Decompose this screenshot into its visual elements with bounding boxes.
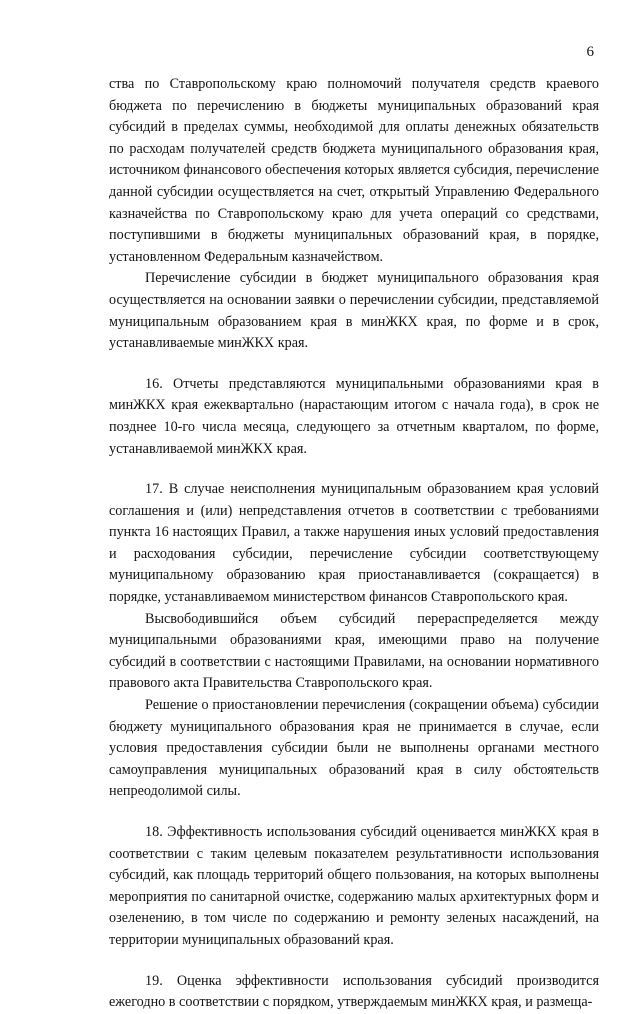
paragraph-continuation: ства по Ставропольскому краю полномочий получателя средств краевого бюджета по перечислению в бюджеты муниципальных образований края субсидий в пределах суммы, необходимой для оплаты денежных обязательств по расходам получателей средств бюджета муниципального образования края, источником финансового обеспечения которых является субсидия, перечисление данной субсидии осуществляется на счет, открытый Управлению Федерального казначейства по Ставропольскому краю для учета операций со средствами, поступившими в бюджеты муниципальных образований края, в порядке, установленном Федеральным казначейством. bbox=[109, 76, 599, 265]
document-body bbox=[109, 74, 599, 1014]
paragraph-item-16: 16. Отчеты представляются муниципальными образованиями края в минЖКХ края ежеквартально (нарастающим итогом с начала года), в срок не позднее 10-го числа месяца, следующего за отчетным кварталом, по форме, устанавливаемой минЖКХ края. bbox=[109, 375, 599, 457]
paragraph-item-19: 19. Оценка эффективности использования субсидий производится ежегодно в соответствии с порядком, утверждаемым минЖКХ края, и размеща- bbox=[109, 972, 599, 1011]
paragraph-subsidy-transfer: Перечисление субсидии в бюджет муниципального образования края осуществляется на основании заявки о перечислении субсидии, представляемой муниципальным образованием края в минЖКХ края, по форме и в срок, устанавливаемые минЖКХ края. bbox=[109, 270, 599, 352]
paragraph-suspension-decision: Решение о приостановлении перечисления (сокращении объема) субсидии бюджету муниципального образования края не принимается в случае, если условия предоставления субсидии были не выполнены органами местного самоуправления муниципальных образований края в силу обстоятельств непреодолимой силы. bbox=[109, 697, 599, 800]
paragraph-item-17: 17. В случае неисполнения муниципальным образованием края условий соглашения и (или) непредставления отчетов в соответствии с требованиями пункта 16 настоящих Правил, а также нарушения иных условий предоставления и расходования субсидии, перечисление субсидии соответствующему муниципальному образованию края приостанавливается (сокращается) в порядке, устанавливаемом министерством финансов Ставропольского края. bbox=[109, 481, 599, 606]
paragraph-redistribution: Высвободившийся объем субсидий перераспределяется между муниципальными образованиями края, имеющими право на получение субсидий в соответствии с настоящими Правилами, на основании нормативного правового акта Правительства Ставропольского края. bbox=[109, 610, 599, 692]
page-number: 6 bbox=[586, 44, 594, 60]
paragraph-item-18: 18. Эффективность использования субсидий оценивается минЖКХ края в соответствии с таким целевым показателем результативности использования субсидий, как площадь территорий общего пользования, на которых выполнены мероприятия по санитарной очистке, содержанию малых архитектурных форм и озеленению, в том числе по содержанию и ремонту зеленых насаждений, на территории муниципальных образований края. bbox=[109, 824, 599, 948]
